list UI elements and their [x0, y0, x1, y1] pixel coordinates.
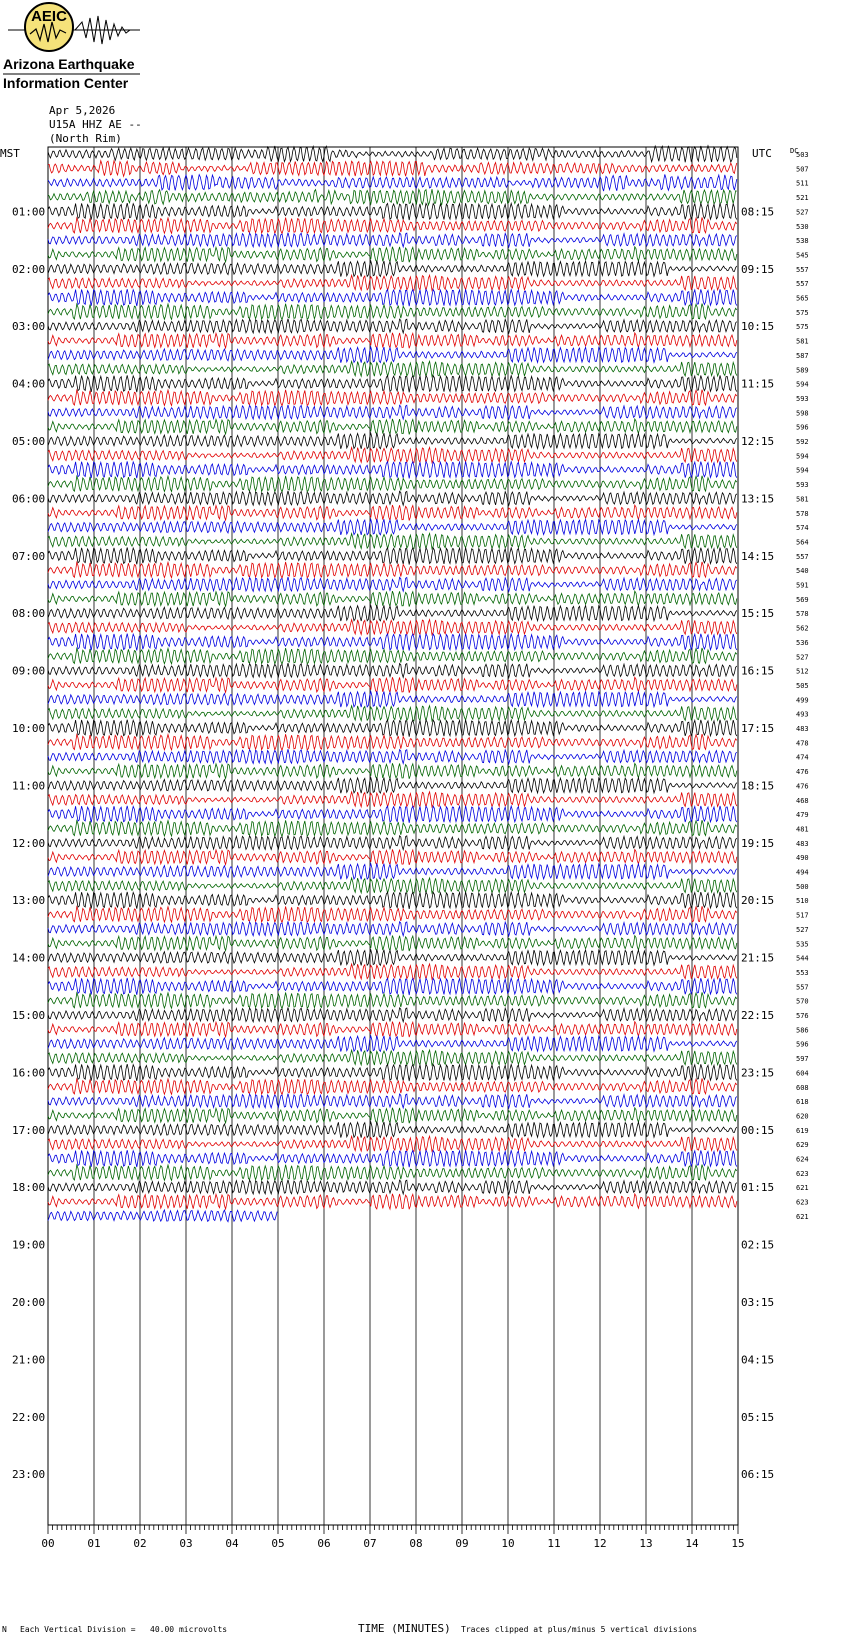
dc-offset-label: 540: [796, 567, 809, 576]
x-tick-label: 09: [455, 1537, 469, 1550]
right-hour-label: 18:15: [741, 779, 775, 793]
right-hour-label: 19:15: [741, 836, 775, 850]
right-hour-label: 05:15: [741, 1410, 775, 1424]
seismic-trace: [48, 233, 737, 248]
left-hour-label: 02:00: [12, 262, 46, 276]
dc-offset-label: 624: [796, 1155, 809, 1164]
left-hour-label: 23:00: [12, 1468, 46, 1482]
seismic-trace: [48, 562, 737, 578]
right-hour-label: 06:15: [741, 1468, 775, 1482]
dc-offset-label: 621: [796, 1184, 809, 1193]
dc-offset-label: 591: [796, 581, 809, 590]
plot-frame: [48, 147, 738, 1525]
right-hour-label: 01:15: [741, 1181, 775, 1195]
left-hour-label: 08:00: [12, 607, 46, 621]
dc-offset-label: 620: [796, 1112, 809, 1121]
seismic-trace: [48, 1050, 737, 1065]
seismic-trace: [48, 505, 737, 521]
seismic-trace: [48, 677, 737, 693]
seismic-trace: [48, 577, 737, 592]
seismic-trace: [48, 447, 737, 462]
dc-offset-label: 629: [796, 1141, 809, 1150]
x-tick-label: 13: [639, 1537, 653, 1550]
seismic-trace: [48, 777, 737, 793]
right-hour-label: 09:15: [741, 262, 775, 276]
x-tick-label: 00: [41, 1537, 55, 1550]
seismic-trace: [48, 706, 737, 721]
right-hour-label: 00:15: [741, 1123, 775, 1137]
seismic-trace: [48, 820, 737, 836]
dc-offset-label: 536: [796, 638, 809, 647]
seismic-trace: [48, 534, 737, 549]
dc-offset-label: 593: [796, 394, 809, 403]
seismic-trace: [48, 878, 737, 893]
left-hour-label: 09:00: [12, 664, 46, 678]
x-tick-label: 11: [547, 1537, 561, 1550]
right-hour-label: 22:15: [741, 1009, 775, 1022]
seismic-trace: [48, 203, 737, 220]
seismic-trace: [48, 189, 737, 205]
dc-offset-label: 575: [796, 308, 809, 317]
left-hour-label: 03:00: [12, 320, 46, 334]
seismic-trace: [48, 1136, 737, 1151]
seismic-trace: [48, 174, 737, 191]
seismic-trace: [48, 519, 737, 535]
dc-offset-label: 535: [796, 940, 809, 949]
dc-offset-label: 592: [796, 438, 809, 446]
seismic-trace: [48, 648, 737, 664]
right-hour-label: 10:15: [741, 320, 775, 334]
dc-offset-label: 476: [796, 768, 809, 777]
logo-initials: AEIC: [31, 8, 67, 25]
scale-note: Each Vertical Division = 40.00 microvolts: [20, 1625, 228, 1634]
dc-offset-label: 587: [796, 351, 809, 360]
right-hour-label: 02:15: [741, 1238, 775, 1252]
dc-offset-label: 623: [796, 1169, 809, 1178]
seismic-trace: [48, 1094, 737, 1109]
dc-offset-label: 578: [796, 610, 809, 619]
seismic-trace: [48, 289, 737, 306]
dc-offset-label: 545: [796, 251, 809, 260]
dc-offset-label: 557: [796, 280, 809, 289]
seismic-trace: [48, 634, 737, 651]
seismic-trace: [48, 161, 737, 177]
seismic-trace: [48, 849, 737, 865]
dc-offset-label: 500: [796, 882, 809, 891]
dc-label: DC: [790, 147, 799, 155]
left-axis-title: MST: [0, 147, 20, 160]
seismic-trace: [48, 1150, 737, 1167]
dc-offset-label: 576: [796, 1012, 809, 1020]
left-hour-label: 10:00: [12, 722, 46, 735]
seismic-trace: [48, 605, 737, 621]
right-hour-label: 12:15: [741, 435, 775, 448]
dc-offset-label: 530: [796, 222, 809, 231]
seismic-trace: [48, 1180, 737, 1195]
dc-offset-label: 499: [796, 696, 809, 705]
seismic-trace: [48, 950, 737, 966]
seismic-trace: [48, 405, 737, 420]
dc-offset-label: 521: [796, 194, 809, 203]
seismic-trace: [48, 1064, 737, 1081]
seismic-trace: [48, 620, 737, 635]
dc-offset-label: 589: [796, 366, 809, 375]
x-tick-label: 12: [593, 1537, 607, 1550]
seismic-trace: [48, 347, 737, 363]
dc-offset-label: 474: [796, 753, 809, 762]
left-hour-label: 16:00: [12, 1066, 46, 1080]
right-hour-label: 11:15: [741, 377, 775, 391]
left-hour-label: 06:00: [12, 492, 46, 506]
seismic-trace: [48, 835, 737, 850]
dc-offset-label: 510: [796, 897, 809, 906]
dc-offset-label: 479: [796, 811, 809, 820]
x-tick-label: 02: [133, 1537, 147, 1550]
seismic-trace: [48, 749, 737, 764]
dc-offset-label: 544: [796, 954, 809, 963]
clip-note: Traces clipped at plus/minus 5 vertical divisions: [461, 1625, 698, 1634]
dc-offset-label: 618: [796, 1098, 809, 1107]
footer-mark: N: [2, 1625, 7, 1634]
dc-offset-label: 476: [796, 782, 809, 791]
right-hour-label: 16:15: [741, 664, 775, 678]
dc-offset-label: 621: [796, 1212, 809, 1221]
left-hour-label: 05:00: [12, 435, 46, 448]
dc-offset-label: 608: [796, 1083, 809, 1092]
seismic-trace: [48, 1036, 737, 1052]
left-hour-label: 18:00: [12, 1181, 46, 1195]
dc-offset-label: 594: [796, 380, 809, 389]
dc-offset-label: 578: [796, 509, 809, 518]
seismic-trace: [48, 548, 737, 565]
x-tick-label: 06: [317, 1537, 331, 1550]
seismic-trace: [48, 591, 737, 607]
right-hour-label: 23:15: [741, 1066, 775, 1080]
dc-offset-label: 511: [796, 179, 809, 188]
seismic-trace: [48, 921, 737, 936]
seismic-trace: [48, 663, 737, 678]
left-hour-label: 17:00: [12, 1123, 46, 1137]
x-tick-label: 01: [87, 1537, 101, 1550]
x-tick-label: 07: [363, 1537, 377, 1550]
dc-offset-label: 527: [796, 925, 809, 934]
seismic-trace: [48, 146, 737, 163]
seismic-trace: [48, 419, 737, 435]
right-hour-label: 13:15: [741, 492, 775, 506]
left-hour-label: 21:00: [12, 1353, 46, 1367]
left-hour-label: 12:00: [12, 836, 46, 850]
seismic-trace: [48, 806, 737, 823]
dc-offset-label: 517: [796, 911, 809, 920]
seismic-trace: [48, 978, 737, 995]
right-hour-label: 08:15: [741, 205, 775, 219]
dc-offset-label: 598: [796, 409, 809, 418]
seismic-trace: [48, 333, 737, 349]
right-hour-label: 20:15: [741, 894, 775, 908]
right-hour-label: 15:15: [741, 607, 775, 621]
x-tick-label: 15: [731, 1537, 745, 1550]
dc-offset-label: 597: [796, 1055, 809, 1064]
seismic-trace: [48, 261, 737, 277]
dc-offset-label: 527: [796, 208, 809, 217]
dc-offset-label: 493: [796, 710, 809, 719]
right-hour-label: 17:15: [741, 722, 775, 735]
dc-offset-label: 586: [796, 1026, 809, 1035]
seismic-trace: [48, 218, 737, 234]
x-tick-label: 04: [225, 1537, 239, 1550]
seismic-trace: [48, 1122, 737, 1138]
left-hour-label: 11:00: [12, 779, 46, 793]
dc-offset-label: 562: [796, 624, 809, 633]
seismic-trace: [48, 1022, 737, 1038]
left-hour-label: 19:00: [12, 1238, 46, 1252]
dc-offset-label: 483: [796, 725, 809, 733]
dc-offset-label: 527: [796, 653, 809, 662]
dc-offset-label: 494: [796, 868, 809, 877]
seismic-trace: [48, 1165, 737, 1181]
station-code: U15A HHZ AE --: [49, 118, 142, 131]
dc-offset-label: 596: [796, 423, 809, 432]
left-hour-label: 22:00: [12, 1410, 46, 1424]
right-axis-title: UTC: [752, 147, 772, 160]
seismic-trace: [48, 691, 737, 707]
seismic-trace: [48, 720, 737, 737]
seismic-trace: [48, 375, 737, 392]
dc-offset-label: 594: [796, 452, 809, 461]
seismic-trace: [48, 763, 737, 779]
dc-offset-label: 468: [796, 796, 809, 805]
x-tick-label: 14: [685, 1537, 699, 1550]
left-hour-label: 07:00: [12, 549, 46, 563]
seismic-traces: [48, 146, 737, 1222]
x-tick-label: 10: [501, 1537, 515, 1550]
dc-offset-label: 553: [796, 968, 809, 977]
right-hour-label: 04:15: [741, 1353, 775, 1367]
dc-offset-label: 594: [796, 466, 809, 475]
dc-offset-label: 564: [796, 538, 809, 547]
dc-offset-label: 481: [796, 825, 809, 834]
x-tick-label: 08: [409, 1537, 423, 1550]
seismic-trace: [48, 1079, 737, 1095]
seismic-trace: [48, 1008, 737, 1023]
dc-offset-label: 604: [796, 1069, 809, 1078]
dc-offset-label: 565: [796, 294, 809, 303]
seismic-trace: [48, 734, 737, 750]
seismic-trace: [48, 433, 737, 449]
dc-offset-label: 581: [796, 337, 809, 346]
dc-offset-label: 512: [796, 667, 809, 676]
dc-offset-label: 557: [796, 265, 809, 274]
dc-offset-label: 596: [796, 1040, 809, 1049]
right-hour-label: 14:15: [741, 549, 775, 563]
dc-offset-label: 575: [796, 323, 809, 332]
logo-line2: Information Center: [3, 75, 129, 91]
station-location: (North Rim): [49, 132, 122, 145]
seismic-trace: [48, 461, 737, 478]
time-axis-label: TIME (MINUTES): [358, 1622, 451, 1635]
seismic-trace: [48, 992, 737, 1008]
right-hour-label: 21:15: [741, 951, 775, 965]
dc-offset-label: 490: [796, 854, 809, 863]
dc-offset-label: 507: [796, 165, 809, 174]
dc-offset-label: 593: [796, 481, 809, 490]
seismic-trace: [48, 275, 737, 290]
x-tick-label: 05: [271, 1537, 285, 1550]
logo-line1: Arizona Earthquake: [3, 56, 135, 72]
seismic-trace: [48, 1194, 737, 1210]
dc-offset-label: 570: [796, 997, 809, 1006]
dc-offset-label: 623: [796, 1198, 809, 1207]
left-hour-label: 15:00: [12, 1009, 46, 1022]
dc-offset-label: 483: [796, 839, 809, 848]
dc-offset-label: 538: [796, 237, 809, 246]
seismic-trace: [48, 906, 737, 922]
dc-offset-label: 557: [796, 983, 809, 992]
left-hour-label: 04:00: [12, 377, 46, 391]
left-hour-label: 20:00: [12, 1296, 46, 1309]
seismic-trace: [48, 892, 737, 909]
right-hour-label: 03:15: [741, 1296, 775, 1309]
seismic-trace: [48, 1108, 737, 1124]
seismic-trace: [48, 792, 737, 807]
dc-offset-label: 574: [796, 524, 809, 533]
dc-offset-label: 505: [796, 681, 809, 690]
seismic-trace: [48, 361, 737, 376]
seismic-trace: [48, 491, 737, 506]
dc-offset-label: 478: [796, 739, 809, 748]
dc-offset-label: 619: [796, 1126, 809, 1135]
seismic-trace: [48, 304, 737, 320]
dc-offset-label: 557: [796, 552, 809, 561]
seismic-trace: [48, 247, 737, 263]
left-hour-label: 14:00: [12, 951, 46, 965]
dc-offset-label: 581: [796, 495, 809, 504]
seismic-trace: [48, 1210, 277, 1222]
seismic-trace: [48, 936, 737, 952]
seismic-trace: [48, 390, 737, 406]
plot-date: Apr 5,2026: [49, 104, 116, 117]
seismic-trace: [48, 964, 737, 979]
seismic-trace: [48, 319, 737, 334]
dc-offset-label: 503: [796, 151, 809, 159]
left-hour-label: 01:00: [12, 205, 46, 219]
left-hour-label: 13:00: [12, 894, 46, 908]
seismic-trace: [48, 863, 737, 879]
seismic-trace: [48, 476, 737, 492]
x-tick-label: 03: [179, 1537, 193, 1550]
dc-offset-label: 569: [796, 595, 809, 604]
